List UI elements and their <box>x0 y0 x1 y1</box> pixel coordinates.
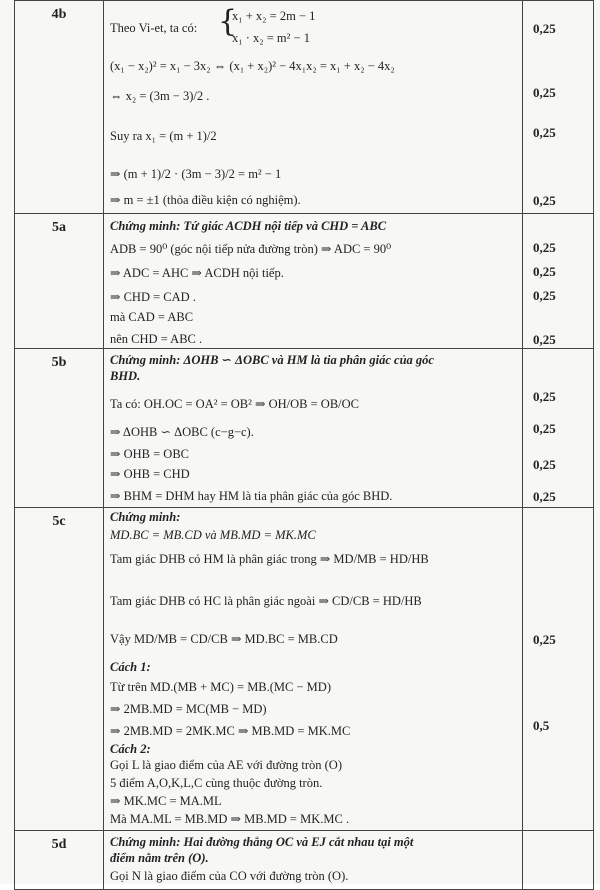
text-line: ⇒ (m + 1)/2 · (3m − 3)/2 = m² − 1 <box>110 167 282 181</box>
table-row <box>15 1 594 214</box>
section-heading: Cách 2: <box>110 742 151 756</box>
solution-table <box>14 0 594 890</box>
text-line: Suy ra x₁ = (m + 1)/2 <box>110 129 217 143</box>
text-line: ⇒ m = ±1 (thỏa điều kiện có nghiệm). <box>110 193 301 207</box>
score-value: 0,25 <box>533 332 556 347</box>
section-heading: Chứng minh: Hai đường thẳng OC và EJ cắt nhau tại một <box>110 835 414 849</box>
section-heading: Cách 1: <box>110 660 151 674</box>
text-line: ⇒ 2MB.MD = MC(MB − MD) <box>110 702 267 716</box>
text-line: ⇒ 2MB.MD = 2MK.MC ⇒ MB.MD = MK.MC <box>110 724 351 738</box>
row-score <box>523 831 594 890</box>
text-line: ⇒ ΔOHB ∽ ΔOBC (c−g−c). <box>110 425 254 439</box>
score-value: 0,25 <box>533 489 556 504</box>
brace-symbol: { <box>218 4 238 39</box>
score-value: 0,25 <box>533 389 556 404</box>
text-line: ⇒ OHB = CHD <box>110 467 190 481</box>
text-line: ⇒ OHB = OBC <box>110 447 189 461</box>
section-heading: Chứng minh: ΔOHB ∽ ΔOBC và HM là tia phân giác của góc <box>110 353 434 367</box>
score-value: 0,25 <box>533 632 556 647</box>
table-row <box>15 214 594 349</box>
text-line: Ta có: OH.OC = OA² = OB² ⇒ OH/OB = OB/OC <box>110 397 360 411</box>
score-value: 0,25 <box>533 264 556 279</box>
score-value: 0,25 <box>533 421 556 436</box>
table-row <box>15 349 594 508</box>
text-line: x₁ · x₂ = m² − 1 <box>232 31 310 45</box>
section-heading: Chứng minh: <box>110 510 181 524</box>
text-line: Gọi N là giao điểm của CO với đường tròn (O). <box>110 869 349 883</box>
row-score <box>523 508 594 831</box>
score-value: 0,25 <box>533 457 556 472</box>
text-line: ⇒ ADC = AHC ⇒ ACDH nội tiếp. <box>110 266 284 280</box>
text-line: ⇒ CHD = CAD . <box>110 290 196 304</box>
text-line: ADB = 90⁰ (góc nội tiếp nửa đường tròn) ⇒ ADC = 90⁰ <box>110 242 392 256</box>
score-value: 0,25 <box>533 240 556 255</box>
row-content <box>104 214 523 349</box>
score-value: 0,25 <box>533 21 556 36</box>
row-label: 5b <box>15 349 104 508</box>
table-row <box>15 508 594 831</box>
section-heading: BHD. <box>110 369 141 383</box>
text-line: 5 điểm A,O,K,L,C cùng thuộc đường tròn. <box>110 776 323 790</box>
row-content <box>104 508 523 831</box>
row-score <box>523 349 594 508</box>
text-line: MD.BC = MB.CD và MB.MD = MK.MC <box>110 528 316 542</box>
text-line: Mà MA.ML = MB.MD ⇒ MB.MD = MK.MC . <box>110 812 350 826</box>
text-line: mà CAD = ABC <box>110 310 194 324</box>
row-label: 5a <box>15 214 104 349</box>
score-value: 0,25 <box>533 125 556 140</box>
text-line: (x₁ − x₂)² = x₁ − 3x₂ ⇔ (x₁ + x₂)² − 4x₁x₂ = x₁ + x₂ − 4x₂ <box>110 59 395 73</box>
row-label: 5d <box>15 831 104 890</box>
score-value: 0,25 <box>533 288 556 303</box>
row-content <box>104 831 523 890</box>
text-line: ⇒ MK.MC = MA.ML <box>110 794 222 808</box>
text-line: Từ trên MD.(MB + MC) = MB.(MC − MD) <box>110 680 331 694</box>
text-line: Tam giác DHB có HM là phân giác trong ⇒ MD/MB = HD/HB <box>110 552 429 566</box>
row-content <box>104 1 523 214</box>
row-score <box>523 214 594 349</box>
row-label: 5c <box>15 508 104 831</box>
section-heading: Chứng minh: Tứ giác ACDH nội tiếp và CHD = ABC <box>110 219 387 233</box>
text-line: ⇒ BHM = DHM hay HM là tia phân giác của góc BHD. <box>110 489 393 503</box>
score-value: 0,5 <box>533 718 550 733</box>
text-line: nên CHD = ABC . <box>110 332 203 346</box>
text-line: Theo Vi-et, ta có: <box>110 21 198 35</box>
row-content <box>104 349 523 508</box>
table-row <box>15 831 594 890</box>
text-line: Vậy MD/MB = CD/CB ⇒ MD.BC = MB.CD <box>110 632 338 646</box>
row-label: 4b <box>15 1 104 214</box>
text-line: ⇔ x₂ = (3m − 3)/2 . <box>110 89 210 103</box>
text-line: Gọi L là giao điểm của AE với đường tròn (O) <box>110 758 342 772</box>
text-line: Tam giác DHB có HC là phân giác ngoài ⇒ CD/CB = HD/HB <box>110 594 422 608</box>
section-heading: điểm nằm trên (O). <box>110 851 209 865</box>
row-score <box>523 1 594 214</box>
text-line: x₁ + x₂ = 2m − 1 <box>232 9 316 23</box>
score-value: 0,25 <box>533 193 556 208</box>
score-value: 0,25 <box>533 85 556 100</box>
